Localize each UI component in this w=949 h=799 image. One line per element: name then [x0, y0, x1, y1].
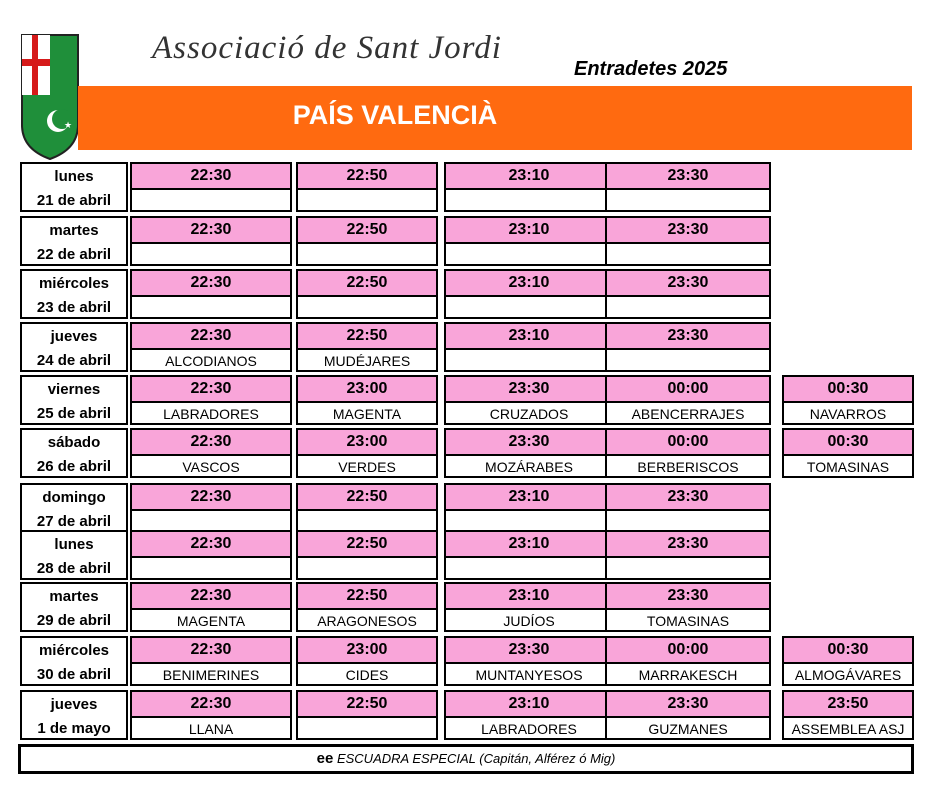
day-cell: [20, 162, 128, 212]
day-name: jueves: [50, 696, 98, 713]
schedule-row: [20, 322, 912, 370]
slot-time: 22:50: [298, 218, 436, 244]
slot-cell: [605, 162, 771, 212]
slot-group-name: ABENCERRAJES: [631, 406, 745, 422]
slot-group-name: [132, 190, 290, 210]
slot-time: 23:30: [607, 324, 769, 350]
slot-cell: [605, 483, 771, 533]
slot-cell: [605, 582, 771, 632]
day-date: 23 de abril: [36, 299, 112, 316]
schedule-row: [20, 530, 912, 578]
slot-time: 22:30: [132, 218, 290, 244]
slot-cell: [296, 269, 438, 319]
slot-time: 23:00: [298, 638, 436, 664]
slot-cell: [444, 375, 614, 425]
day-name: sábado: [47, 434, 101, 451]
slot-group-name: [132, 297, 290, 317]
slot-cell: [130, 428, 292, 478]
slot-group-name: [298, 558, 436, 578]
slot-time: 23:30: [446, 638, 612, 664]
legend-footer: [18, 744, 914, 774]
slot-group-name: [446, 190, 612, 210]
slot-cell: [605, 269, 771, 319]
svg-text:★: ★: [64, 121, 73, 131]
day-name: viernes: [47, 381, 101, 398]
slot-cell: [130, 269, 292, 319]
day-name: lunes: [54, 536, 94, 553]
slot-cell: [605, 322, 771, 372]
event-subtitle: Entradetes 2025: [574, 58, 728, 80]
day-date: 22 de abril: [36, 246, 112, 263]
day-date: 30 de abril: [36, 666, 112, 683]
slot-time: 23:10: [446, 485, 612, 511]
slot-time: 22:50: [298, 324, 436, 350]
slot-time: 00:30: [784, 377, 912, 403]
slot-time: 22:30: [132, 430, 290, 456]
schedule-row: [20, 375, 912, 423]
slot-group-name: ALMOGÁVARES: [794, 667, 902, 683]
slot-cell: [605, 216, 771, 266]
slot-group-name: GUZMANES: [648, 721, 728, 737]
day-cell: [20, 375, 128, 425]
slot-cell: [444, 162, 614, 212]
slot-cell: [444, 636, 614, 686]
slot-time: 22:50: [298, 584, 436, 610]
day-name: miércoles: [38, 275, 110, 292]
day-cell: [20, 216, 128, 266]
slot-group-name: ASSEMBLEA ASJ: [791, 721, 905, 737]
slot-group-name: MUDÉJARES: [323, 353, 411, 369]
slot-cell: [130, 690, 292, 740]
slot-cell: [444, 582, 614, 632]
slot-group-name: NAVARROS: [809, 406, 887, 422]
slot-time: 22:50: [298, 692, 436, 718]
slot-cell: [444, 216, 614, 266]
day-date: 25 de abril: [36, 405, 112, 422]
slot-cell: [130, 483, 292, 533]
slot-group-name: ALCODIANOS: [165, 353, 257, 369]
slot-cell: [782, 375, 914, 425]
slot-time: 23:30: [607, 485, 769, 511]
day-name: domingo: [42, 489, 106, 506]
day-name: jueves: [50, 328, 98, 345]
day-cell: [20, 269, 128, 319]
legend-abbreviation: ee: [316, 750, 334, 767]
slot-cell: [782, 636, 914, 686]
slot-cell: [605, 530, 771, 580]
slot-group-name: JUDÍOS: [503, 613, 555, 629]
slot-group-name: MAGENTA: [332, 406, 402, 422]
slot-group-name: BENIMERINES: [162, 667, 260, 683]
day-name: martes: [49, 588, 99, 605]
slot-time: 22:50: [298, 271, 436, 297]
slot-cell: [130, 216, 292, 266]
slot-group-name: [298, 511, 436, 531]
day-cell: [20, 690, 128, 740]
schedule-row: [20, 216, 912, 264]
schedule-row: [20, 269, 912, 317]
slot-cell: [605, 428, 771, 478]
slot-group-name: [446, 558, 612, 578]
day-date: 24 de abril: [36, 352, 112, 369]
slot-time: 00:00: [607, 377, 769, 403]
slot-time: 23:00: [298, 377, 436, 403]
slot-cell: [444, 530, 614, 580]
slot-time: 22:50: [298, 532, 436, 558]
slot-cell: [296, 530, 438, 580]
slot-cell: [130, 582, 292, 632]
region-title: PAÍS VALENCIÀ: [292, 100, 498, 130]
day-date: 26 de abril: [36, 458, 112, 475]
slot-time: 00:30: [784, 638, 912, 664]
slot-time: 22:30: [132, 692, 290, 718]
schedule-row: [20, 636, 912, 684]
day-date: 21 de abril: [36, 192, 112, 209]
slot-time: 22:30: [132, 164, 290, 190]
slot-time: 23:00: [298, 430, 436, 456]
slot-cell: [130, 636, 292, 686]
slot-cell: [130, 322, 292, 372]
slot-time: 23:10: [446, 532, 612, 558]
slot-time: 23:30: [446, 430, 612, 456]
slot-cell: [444, 269, 614, 319]
day-cell: [20, 483, 128, 533]
slot-time: 00:00: [607, 638, 769, 664]
slot-time: 22:30: [132, 584, 290, 610]
slot-time: 22:30: [132, 271, 290, 297]
slot-cell: [296, 375, 438, 425]
slot-group-name: [607, 511, 769, 531]
day-name: miércoles: [38, 642, 110, 659]
slot-time: 23:30: [607, 271, 769, 297]
day-cell: [20, 322, 128, 372]
day-cell: [20, 582, 128, 632]
slot-group-name: [132, 558, 290, 578]
slot-cell: [296, 690, 438, 740]
slot-cell: [605, 375, 771, 425]
slot-group-name: TOMASINAS: [646, 613, 730, 629]
slot-time: 22:30: [132, 532, 290, 558]
slot-cell: [605, 636, 771, 686]
slot-time: 23:30: [607, 532, 769, 558]
slot-group-name: [446, 350, 612, 370]
schedule-row: [20, 428, 912, 476]
slot-time: 23:30: [607, 584, 769, 610]
slot-group-name: [298, 297, 436, 317]
slot-cell: [296, 428, 438, 478]
slot-group-name: MAGENTA: [176, 613, 246, 629]
slot-group-name: VERDES: [338, 459, 396, 475]
slot-cell: [782, 428, 914, 478]
slot-group-name: LLANA: [188, 721, 234, 737]
slot-time: 23:10: [446, 324, 612, 350]
slot-group-name: ARAGONESOS: [317, 613, 417, 629]
slot-group-name: LABRADORES: [163, 406, 259, 422]
slot-group-name: [298, 718, 436, 738]
slot-group-name: CIDES: [345, 667, 389, 683]
slot-group-name: MOZÁRABES: [485, 459, 573, 475]
slot-cell: [296, 483, 438, 533]
slot-cell: [444, 322, 614, 372]
slot-time: 23:10: [446, 164, 612, 190]
slot-cell: [444, 690, 614, 740]
slot-group-name: CRUZADOS: [489, 406, 569, 422]
day-name: lunes: [54, 168, 94, 185]
schedule-row: [20, 582, 912, 630]
slot-group-name: MARRAKESCH: [638, 667, 738, 683]
slot-time: 23:30: [607, 218, 769, 244]
slot-time: 23:30: [446, 377, 612, 403]
slot-time: 23:30: [607, 164, 769, 190]
slot-time: 00:00: [607, 430, 769, 456]
slot-time: 22:30: [132, 638, 290, 664]
slot-cell: [296, 636, 438, 686]
slot-group-name: [607, 190, 769, 210]
slot-group-name: [132, 244, 290, 264]
slot-group-name: TOMASINAS: [806, 459, 890, 475]
slot-time: 23:10: [446, 271, 612, 297]
slot-group-name: [132, 511, 290, 531]
slot-time: 23:10: [446, 692, 612, 718]
day-cell: [20, 636, 128, 686]
slot-group-name: [607, 558, 769, 578]
day-date: 29 de abril: [36, 612, 112, 629]
slot-time: 22:50: [298, 164, 436, 190]
day-cell: [20, 530, 128, 580]
slot-cell: [130, 162, 292, 212]
slot-cell: [444, 428, 614, 478]
schedule-row: [20, 162, 912, 210]
slot-time: 22:30: [132, 377, 290, 403]
slot-time: 22:50: [298, 485, 436, 511]
day-cell: [20, 428, 128, 478]
slot-group-name: VASCOS: [182, 459, 240, 475]
legend-description: ESCUADRA ESPECIAL (Capitán, Alférez ó Mig): [336, 751, 616, 766]
day-date: 28 de abril: [36, 560, 112, 577]
slot-time: 23:10: [446, 584, 612, 610]
slot-cell: [296, 216, 438, 266]
slot-group-name: [298, 244, 436, 264]
slot-time: 23:10: [446, 218, 612, 244]
slot-group-name: [607, 350, 769, 370]
day-name: martes: [49, 222, 99, 239]
slot-group-name: MUNTANYESOS: [475, 667, 583, 683]
slot-cell: [782, 690, 914, 740]
slot-group-name: [446, 244, 612, 264]
day-date: 27 de abril: [36, 513, 112, 530]
day-date: 1 de mayo: [37, 720, 111, 737]
slot-time: 22:30: [132, 324, 290, 350]
shield-logo-icon: [20, 33, 80, 161]
slot-time: 00:30: [784, 430, 912, 456]
slot-group-name: [607, 297, 769, 317]
schedule-row: [20, 483, 912, 531]
slot-group-name: [607, 244, 769, 264]
slot-group-name: [446, 297, 612, 317]
slot-cell: [296, 322, 438, 372]
organization-name: Associació de Sant Jordi: [152, 30, 502, 66]
schedule-row: [20, 690, 912, 738]
slot-cell: [130, 530, 292, 580]
slot-time: 23:50: [784, 692, 912, 718]
slot-group-name: [298, 190, 436, 210]
slot-cell: [296, 162, 438, 212]
slot-group-name: [446, 511, 612, 531]
slot-group-name: BERBERISCOS: [637, 459, 739, 475]
slot-cell: [605, 690, 771, 740]
slot-time: 23:30: [607, 692, 769, 718]
slot-cell: [296, 582, 438, 632]
slot-group-name: LABRADORES: [481, 721, 577, 737]
slot-cell: [444, 483, 614, 533]
slot-time: 22:30: [132, 485, 290, 511]
slot-cell: [130, 375, 292, 425]
